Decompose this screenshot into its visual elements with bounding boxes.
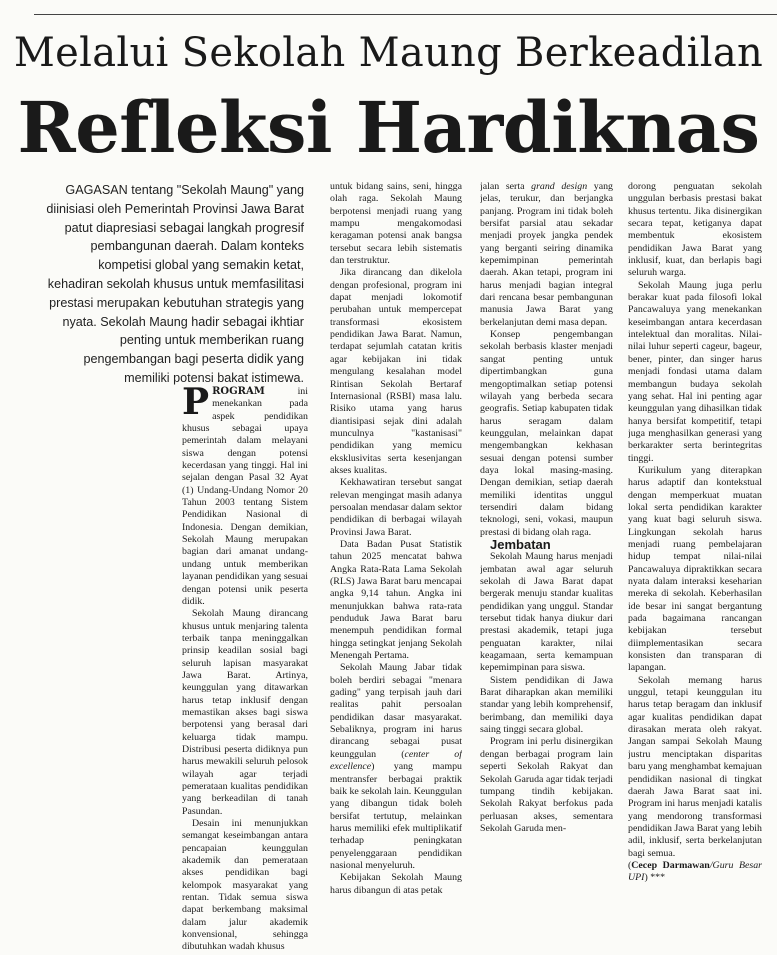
top-rule	[34, 14, 777, 15]
article-lead: GAGASAN tentang "Sekolah Maung" yang diinisiasi oleh Pemerintah Provinsi Jawa Barat patut diapresiasi sebagai langkah progresif pembangunan daerah. Dalam konteks kompetisi global yang semakin ketat, kehadiran sekolah khusus untuk memfasilitasi prestasi merupakan kebutuhan strategis yang nyata. Sekolah Maung hadir sebagai ikhtiar penting untuk memberikan ruang pengembangan bagi peserta didik yang memiliki potensi bakat istimewa.	[46, 183, 304, 385]
author-byline: (Cecep Darmawan/Guru Besar UPI) ***	[628, 859, 762, 884]
paragraph: Sekolah Maung juga perlu berakar kuat pada filosofi lokal Pancawaluya yang menekankan keseimbangan antara kecerdasan intelektual dan moralitas. Nilai-nilai luhur seperti cageur, bageur, bener, pinter, dan singer harus menjadi fondasi utama dalam membangun budaya sekolah yang sehat. Hal ini penting agar keunggulan yang dihasilkan tidak hanya bersifat kompetitif, tetapi juga menghasilkan generasi yang berkarakter serta berintegritas tinggi.	[628, 279, 762, 464]
column-4	[628, 181, 762, 952]
paragraph: Konsep pengembangan sekolah berbasis klaster menjadi sangat penting untuk dipertimbangkan guna mengoptimalkan setiap potensi wilayah yang berbeda secara geografis. Setiap kabupaten tidak harus seragam dalam keunggulan, melainkan dapat mengembangkan kekhasan sesuai dengan potensi sumber daya lokal masing-masing. Dengan demikian, setiap daerah memiliki identitas unggul tersendiri dalam bidang teknologi, seni, vokasi, maupun prestasi di bidang olah raga.	[480, 329, 613, 538]
drop-cap-rest: ROGRAM	[212, 386, 265, 397]
paragraph: Program ini perlu disinergikan dengan berbagai program lain seperti Sekolah Rakyat dan Sekolah Garuda agar tidak terjadi tumpang tindih kebijakan. Sekolah Rakyat berfokus pada perluasan akses, sementara Sekolah Garuda men-	[480, 736, 613, 834]
paragraph: Jika dirancang dan dikelola dengan profesional, program ini dapat menjadi lokomotif perubahan untuk mempercepat transformasi ekosistem pendidikan Jawa Barat. Namun, terdapat sejumlah catatan kritis agar kebijakan ini tidak mengulang kesalahan model Rintisan Sekolah Bertaraf Internasional (RSBI) masa lalu. Risiko utama yang harus diantisipasi sejak dini adalah munculnya "kastanisasi" pendidikan yang memicu eksklusivitas serta kesenjangan akses kualitas.	[330, 267, 462, 476]
paragraph: Sistem pendidikan di Jawa Barat diharapkan akan memiliki standar yang lebih komprehensif, berimbang, dan memiliki daya saing tinggi secara global.	[480, 674, 613, 736]
paragraph: Kekhawatiran tersebut sangat relevan mengingat masih adanya persoalan mendasar dalam sektor pendidikan di berbagai wilayah Provinsi Jawa Barat.	[330, 477, 462, 538]
paragraph: PROGRAM ini menekankan pada aspek pendidikan khusus sebagai upaya pemerintah dalam melayani siswa dengan potensi kecerdasan yang tinggi. Hal ini sejalan dengan Pasal 32 Ayat (1) Undang-Undang Nomor 20 Tahun 2003 tentang Sistem Pendidikan Nasional di Indonesia. Dengan demikian, Sekolah Maung merupakan bagian dari amanat undang-undang untuk memberikan layanan pendidikan yang sesuai dengan potensi unik peserta didik.	[182, 386, 308, 607]
paragraph: Sekolah Maung Jabar tidak boleh berdiri sebagai "menara gading" yang terpisah jauh dari realitas pahit persoalan pendidikan dasar masyarakat. Sebaliknya, program ini harus dirancang sebagai pusat keunggulan (center of excellence) yang mampu mentransfer berbagai praktik baik ke sekolah lain. Keunggulan yang dibangun tidak boleh bersifat tertutup, melainkan harus memiliki efek multiplikatif terhadap peningkatan penyelenggaraan pendidikan nasional menyeluruh.	[330, 662, 462, 871]
paragraph: dorong penguatan sekolah unggulan berbasis prestasi bakat khusus tertentu. Jika disinergikan secara tepat, ketiganya dapat membentuk ekosistem pendidikan Jawa Barat yang inklusif, kuat, dan berlapis bagi seluruh warga.	[628, 181, 762, 279]
paragraph: Sekolah memang harus unggul, tetapi keunggulan itu harus tetap beragam dan inklusif agar kualitas pendidikan dapat dirasakan merata oleh rakyat. Jangan sampai Sekolah Maung justru menciptakan disparitas baru yang menghambat kemajuan pendidikan nasional di tingkat daerah Jawa Barat saat ini. Program ini harus menjadi katalis yang mendorong transformasi pendidikan Jawa Barat yang lebih adil, inklusif, serta berkelanjutan bagi semua.	[628, 674, 762, 859]
paragraph: untuk bidang sains, seni, hingga olah raga. Sekolah Maung berpotensi menjadi ruang yang mampu mengakomodasi keragaman potensi anak bangsa tersebut secara lebih sistematis dan terstruktur.	[330, 181, 462, 267]
author-name: Cecep Darmawan	[631, 859, 710, 871]
column-1	[182, 386, 308, 952]
paragraph: Kurikulum yang diterapkan harus adaptif dan kontekstual dengan memperkuat muatan lokal serta pendidikan karakter yang kuat bagi seluruh siswa. Lingkungan sekolah harus menjadi ruang pembelajaran hidup tempat nilai-nilai Pancawaluya dipraktikkan secara nyata dalam interaksi keseharian mereka di sekolah. Keberhasilan ide besar ini sangat bergantung pada bagaimana rancangan kebijakan tersebut diimplementasikan secara konsisten dan transparan di lapangan.	[628, 464, 762, 674]
paragraph: Sekolah Maung harus menjadi jembatan awal agar seluruh sekolah di Jawa Barat dapat bergerak menuju standar kualitas pendidikan yang unggul. Standar tersebut tidak hanya diukur dari prestasi akademik, tetapi juga penguatan karakter, nilai keagamaan, serta kemampuan kepemimpinan para siswa.	[480, 551, 613, 674]
section-subheading: Jembatan	[490, 536, 551, 552]
article-kicker: Melalui Sekolah Maung Berkeadilan	[13, 30, 764, 76]
article-headline: Refleksi Hardiknas	[17, 86, 760, 169]
drop-cap: P	[182, 386, 210, 423]
paragraph: Kebijakan Sekolah Maung harus dibangun di atas petak	[330, 872, 462, 896]
paragraph: Data Badan Pusat Statistik tahun 2025 mencatat bahwa Angka Rata-Rata Lama Sekolah (RLS) Jawa Barat baru mencapai angka 9,14 tahun. Angka ini menunjukkan bahwa rata-rata penduduk Jawa Barat baru menempuh pendidikan formal hingga setingkat jenjang Sekolah Menengah Pertama.	[330, 538, 462, 662]
paragraph: Sekolah Maung dirancang khusus untuk menjaring talenta terbaik tanpa meninggalkan prinsip keadilan sosial bagi seluruh lapisan masyarakat Jawa Barat. Artinya, keunggulan yang ditawarkan harus tetap inklusif dengan memastikan akses bagi siswa berpotensi yang berasal dari keluarga tidak mampu. Distribusi peserta didiknya pun harus mewakili seluruh pelosok wilayah agar terjadi pemerataan kualitas pendidikan yang berkeadilan di tanah Pasundan.	[182, 608, 308, 817]
author-role: /Guru Besar UPI	[628, 859, 762, 884]
column-2	[330, 181, 462, 952]
column-3	[480, 181, 613, 952]
paragraph: jalan serta grand design yang jelas, terukur, dan berjangka panjang. Program ini tidak boleh bersifat parsial atau sekadar menjadi proyek jangka pendek yang berganti seiring dinamika kepemimpinan pemerintah daerah. Akan tetapi, program ini harus menjadi bagian integral dari rencana besar pembangunan manusia Jawa Barat yang berkelanjutan demi masa depan.	[480, 181, 613, 328]
paragraph: Desain ini menunjukkan semangat keseimbangan antara pencapaian keunggulan akademik dan pemerataan akses pendidikan bagi kelompok masyarakat yang rentan. Tidak semua siswa dapat berkembang maksimal dalam jalur akademik konvensional, sehingga dibutuhkan wadah khusus	[182, 818, 308, 952]
